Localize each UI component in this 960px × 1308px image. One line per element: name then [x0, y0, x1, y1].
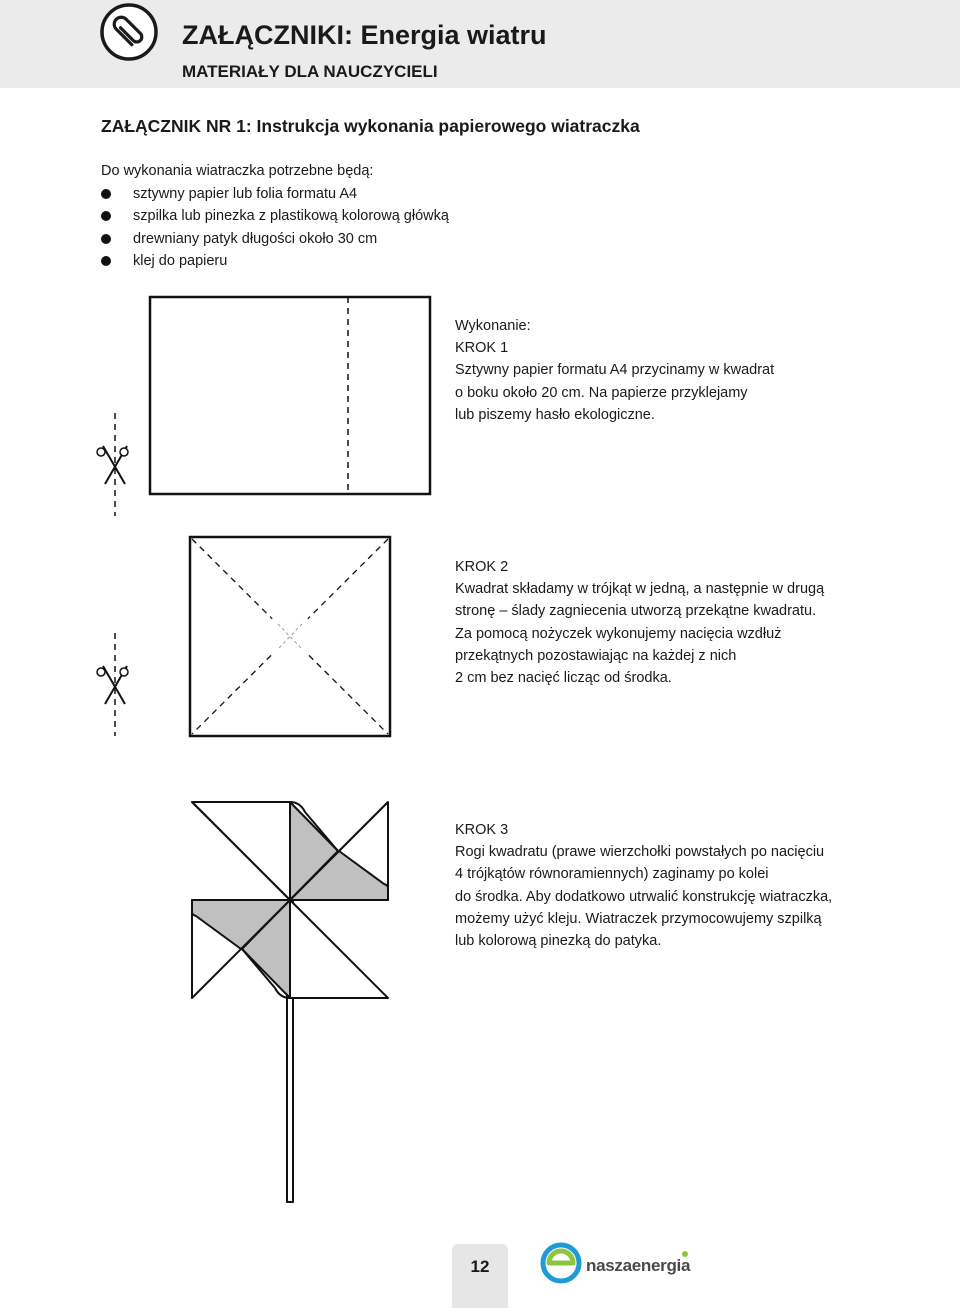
section-title: ZAŁĄCZNIK NR 1: Instrukcja wykonania papierowego wiatraczka — [101, 116, 640, 136]
step-1-text — [455, 315, 774, 426]
page-number: 12 — [452, 1244, 508, 1308]
step-heading: KROK 2 — [455, 559, 509, 575]
step-line: możemy użyć kleju. Wiatraczek przymocowujemy szpilką — [455, 910, 822, 927]
step-2-text — [455, 556, 824, 689]
step-line: do środka. Aby dodatkowo utrwalić konstrukcję wiatraczka, — [455, 888, 833, 905]
list-item: klej do papieru — [101, 250, 449, 272]
materials-intro: Do wykonania wiatraczka potrzebne będą: — [101, 163, 374, 179]
step-line: lub kolorową pinezką do patyka. — [455, 933, 662, 950]
step-line: przekątnych pozostawiając na każdej z nich — [455, 647, 737, 664]
step-line: o boku około 20 cm. Na papierze przyklejamy — [455, 384, 748, 401]
step-line: Rogi kwadratu (prawe wierzchołki powstałych po nacięciu — [455, 844, 825, 861]
step-line: 2 cm bez nacięć licząc od środka. — [455, 670, 672, 687]
step-intro-label: Wykonanie: — [455, 318, 531, 334]
list-item: szpilka lub pinezka z plastikową kolorową główką — [101, 205, 449, 227]
scissors-icon — [97, 633, 128, 736]
list-item: sztywny papier lub folia formatu A4 — [101, 183, 449, 205]
step3-pinwheel-illustration — [192, 802, 388, 1202]
page-subtitle: MATERIAŁY DLA NAUCZYCIELI — [182, 62, 438, 81]
step-heading: KROK 3 — [455, 822, 509, 838]
scissors-icon — [97, 413, 128, 516]
page-title: ZAŁĄCZNIKI: Energia wiatru — [182, 20, 547, 50]
step-line: Za pomocą nożyczek wykonujemy nacięcia wzdłuż — [455, 625, 782, 642]
step-3-text — [455, 819, 832, 952]
step-line: Kwadrat składamy w trójkąt w jedną, a następnie w drugą — [455, 581, 825, 598]
step-line: stronę – ślady zagniecenia utworzą przekątne kwadratu. — [455, 603, 817, 620]
logo-text: naszaenergia — [586, 1256, 691, 1275]
list-item: drewniany patyk długości około 30 cm — [101, 228, 449, 250]
step1-paper-illustration — [150, 297, 430, 494]
step-line: 4 trójkątów równoramiennych) zaginamy po kolei — [455, 866, 769, 883]
step-line: Sztywny papier formatu A4 przycinamy w kwadrat — [455, 362, 775, 379]
step-heading: KROK 1 — [455, 340, 509, 357]
step-line: lub piszemy hasło ekologiczne. — [455, 406, 655, 423]
step2-square-illustration — [190, 537, 390, 736]
